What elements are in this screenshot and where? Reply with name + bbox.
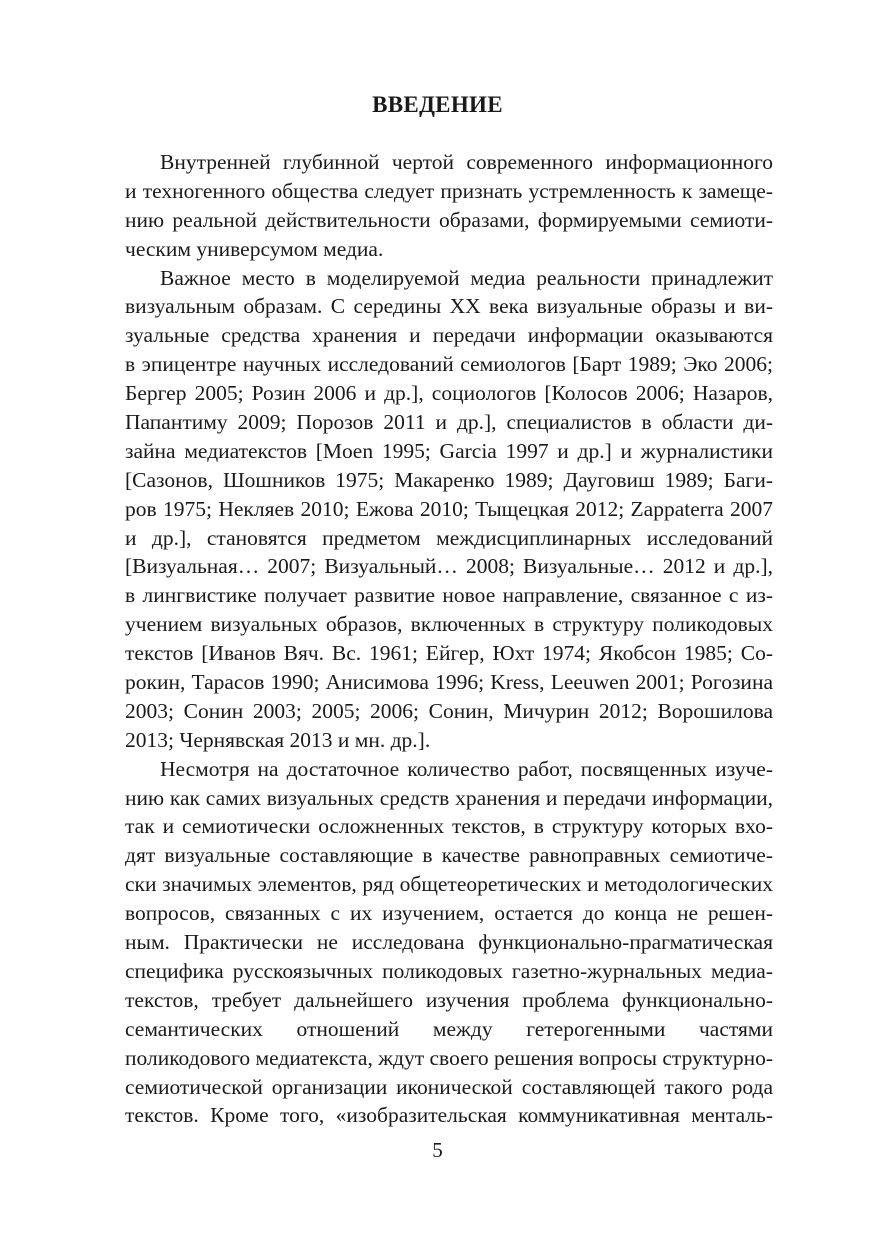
paragraph-2: [125, 264, 773, 755]
text-line: визуальным образам. С середины XX века визуальные образы и ви-: [125, 294, 773, 319]
text-line: ров 1975; Некляев 2010; Ежова 2010; Тыщецкая 2012; Zappaterra 2007: [125, 496, 773, 521]
text-line: и др.], становятся предметом междисциплинарных исследований: [125, 525, 773, 550]
paragraph-1: [125, 148, 773, 264]
page-number: 5: [432, 1138, 443, 1162]
text-line: семантических отношений между гетерогенными частями: [125, 1016, 773, 1041]
text-line: [Визуальная… 2007; Визуальный… 2008; Визуальные… 2012 и др.],: [125, 554, 773, 579]
text-line: [Сазонов, Шошников 1975; Макаренко 1989; Дауговиш 1989; Баги-: [125, 467, 773, 492]
text-line: семиотической организации иконической составляющей такого рода: [125, 1074, 773, 1099]
text-line: дят визуальные составляющие в качестве равноправных семиотиче-: [125, 843, 773, 868]
text-line: текстов. Кроме того, «изобразительская коммуникативная менталь-: [125, 1103, 773, 1128]
text-line: Важное место в моделируемой медиа реальности принадлежит: [160, 265, 773, 290]
text-line: Несмотря на достаточное количество работ, посвященных изуче-: [160, 756, 773, 781]
text-line: учением визуальных образов, включенных в структуру поликодовых: [125, 612, 773, 637]
text-line: специфика русскоязычных поликодовых газетно-журнальных медиа-: [125, 958, 773, 983]
paragraph-3: [125, 755, 773, 1131]
text-line: текстов [Иванов Вяч. Вс. 1961; Ейгер, Юхт 1974; Якобсон 1985; Со-: [125, 641, 773, 666]
text-line: поликодового медиатекста, ждут своего решения вопросы структурно-: [125, 1045, 773, 1070]
text-line: так и семиотически осложненных текстов, в структуру которых вхо-: [125, 814, 773, 839]
text-line: Внутренней глубинной чертой современного информационного: [160, 150, 773, 174]
text-line: и техногенного общества следует признать устремленность к замеще-: [125, 178, 773, 203]
page-title: ВВЕДЕНИЕ: [372, 92, 503, 117]
text-line: ческим универсумом медиа.: [125, 236, 384, 261]
text-line: текстов, требует дальнейшего изучения проблема функционально-: [125, 987, 773, 1012]
text-line: нию реальной действительности образами, формируемыми семиоти-: [125, 207, 773, 232]
text-line: Папантиму 2009; Порозов 2011 и др.], специалистов в области ди-: [125, 410, 773, 435]
text-line: вопросов, связанных с их изучением, остается до конца не решен-: [125, 901, 773, 926]
text-line: в лингвистике получает развитие новое направление, связанное с из-: [125, 583, 773, 608]
text-line: 2013; Чернявская 2013 и мн. др.].: [125, 727, 431, 752]
text-line: в эпицентре научных исследований семиологов [Барт 1989; Эко 2006;: [125, 352, 773, 377]
text-line: 2003; Сонин 2003; 2005; 2006; Сонин, Мичурин 2012; Ворошилова: [125, 698, 773, 723]
body-text: [125, 148, 773, 1130]
text-line: Бергер 2005; Розин 2006 и др.], социологов [Колосов 2006; Назаров,: [125, 381, 773, 406]
text-line: ным. Практически не исследована функционально-прагматическая: [125, 930, 773, 955]
text-line: нию как самих визуальных средств хранения и передачи информации,: [125, 785, 773, 810]
text-line: зуальные средства хранения и передачи информации оказываются: [125, 323, 773, 348]
text-line: зайна медиатекстов [Moen 1995; Garcia 1997 и др.] и журналистики: [125, 438, 773, 463]
text-line: рокин, Тарасов 1990; Анисимова 1996; Kress, Leeuwen 2001; Рогозина: [125, 670, 773, 695]
text-line: ски значимых элементов, ряд общетеоретических и методологических: [125, 872, 773, 897]
